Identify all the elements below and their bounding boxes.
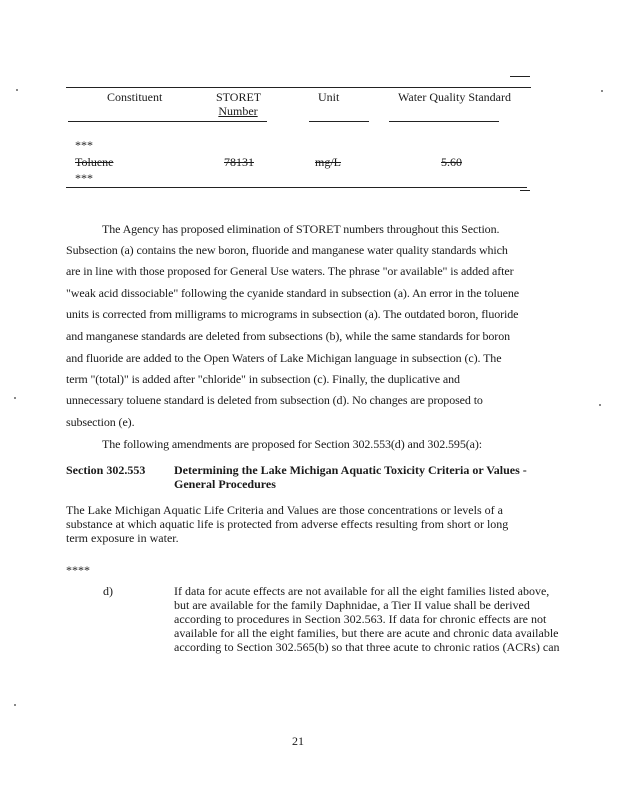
scan-speck	[14, 704, 16, 706]
section-title-line2: General Procedures	[174, 477, 276, 491]
ellipsis-four: ****	[66, 563, 90, 577]
body-paragraph	[66, 503, 508, 545]
subsection-d-line-3: according to procedures in Section 302.563. If data for chronic effects are not	[174, 612, 547, 626]
scan-speck	[599, 404, 601, 406]
table-ellipsis-top: ***	[75, 138, 93, 152]
table-top-rule-right-fragment	[510, 76, 530, 77]
table-ellipsis-bottom: ***	[75, 171, 93, 185]
section-title	[174, 463, 527, 491]
row-standard: 5.60	[441, 155, 462, 169]
scan-speck	[14, 397, 16, 399]
subsection-d-label: d)	[103, 584, 113, 598]
header-constituent: Constituent	[107, 90, 163, 104]
paragraph1-line-6: and manganese standards are deleted from subsections (b), while the same standards for boron	[66, 329, 510, 343]
subsection-d-line-5: according to Section 302.565(b) so that three acute to chronic ratios (ACRs) can	[174, 640, 560, 654]
paragraph1-line-8: term "(total)" is added after "chloride" in subsection (c). Finally, the duplicative and	[66, 372, 460, 386]
header-storet-line2: Number	[218, 104, 258, 118]
subsection-d-line-1: If data for acute effects are not available for all the eight families listed above,	[174, 584, 550, 598]
scan-speck	[16, 89, 18, 91]
header-unit: Unit	[318, 90, 340, 104]
row-unit: mg/L	[315, 155, 341, 169]
table-top-rule	[66, 87, 531, 88]
subsection-d-line-2: but are available for the family Daphnidae, a Tier II value shall be derived	[174, 598, 530, 612]
body-paragraph-line-3: term exposure in water.	[66, 531, 179, 545]
paragraph1-line-1: The Agency has proposed elimination of STORET numbers throughout this Section.	[102, 222, 500, 236]
header-wq-standard: Water Quality Standard	[398, 90, 511, 104]
paragraph1-line-2: Subsection (a) contains the new boron, fluoride and manganese water quality standards which	[66, 243, 508, 257]
scan-speck	[601, 90, 603, 92]
row-storet: 78131	[224, 155, 254, 169]
paragraph1-line-7: and fluoride are added to the Open Waters of Lake Michigan language in subsection (c). The	[66, 351, 502, 365]
amendments-intro: The following amendments are proposed for Section 302.553(d) and 302.595(a):	[102, 437, 482, 451]
header-storet	[216, 90, 260, 118]
header-underline-unit	[309, 121, 369, 122]
subsection-d-text	[174, 584, 560, 654]
paragraph1-line-10: subsection (e).	[66, 415, 135, 429]
section-title-line1: Determining the Lake Michigan Aquatic Toxicity Criteria or Values -	[174, 463, 527, 477]
header-underline-constituent	[68, 121, 267, 122]
header-storet-line1: STORET	[216, 90, 262, 104]
table-bottom-rule	[66, 187, 527, 188]
section-number: Section 302.553	[66, 463, 146, 477]
paragraph1-line-3: are in line with those proposed for General Use waters. The phrase "or available" is added after	[66, 264, 514, 278]
row-constituent: Toluene	[75, 155, 114, 169]
page-number: 21	[292, 734, 304, 748]
header-underline-standard	[389, 121, 499, 122]
paragraph1-line-4: "weak acid dissociable" following the cyanide standard in subsection (a). An error in the toluene	[66, 286, 519, 300]
subsection-d-line-4: available for all the eight families, but there are acute and chronic data available	[174, 626, 559, 640]
body-paragraph-line-2: substance at which aquatic life is protected from adverse effects resulting from short or long	[66, 517, 509, 531]
paragraph1-line-5: units is corrected from milligrams to micrograms in subsection (a). The outdated boron, fluoride	[66, 307, 519, 321]
table-bottom-rule-right-fragment	[520, 190, 530, 191]
paragraph1-line-9: unnecessary toluene standard is deleted from subsection (d). No changes are proposed to	[66, 393, 483, 407]
body-paragraph-line-1: The Lake Michigan Aquatic Life Criteria and Values are those concentrations or levels of a	[66, 503, 503, 517]
